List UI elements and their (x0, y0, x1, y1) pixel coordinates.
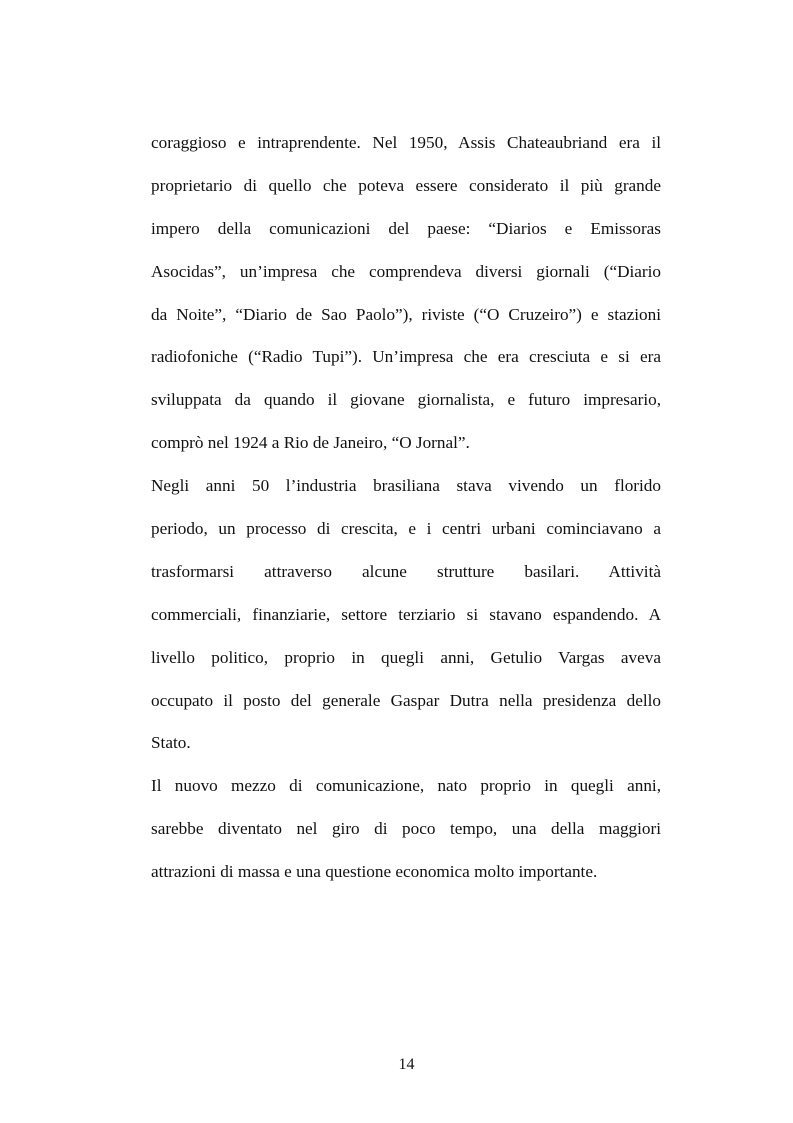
text-line: trasformarsi attraverso alcune strutture basilari. Attività (151, 561, 661, 581)
text-line: radiofoniche (“Radio Tupi”). Un’impresa che era cresciuta e si era (151, 347, 661, 367)
text-line: Negli anni 50 l’industria brasiliana stava vivendo un florido (151, 476, 661, 496)
text-line: occupato il posto del generale Gaspar Dutra nella presidenza dello (151, 690, 661, 710)
text-line: Il nuovo mezzo di comunicazione, nato proprio in quegli anni, (151, 776, 661, 796)
text-line: da Noite”, “Diario de Sao Paolo”), riviste (“O Cruzeiro”) e stazioni (151, 304, 661, 324)
text-line: attrazioni di massa e una questione economica molto importante. (151, 862, 598, 882)
paragraph-1 (151, 122, 661, 465)
text-line: coraggioso e intraprendente. Nel 1950, Assis Chateaubriand era il (151, 133, 661, 152)
paragraph-2 (151, 465, 661, 765)
text-line: livello politico, proprio in quegli anni, Getulio Vargas aveva (151, 647, 661, 667)
text-line: sviluppata da quando il giovane giornalista, e futuro impresario, (151, 390, 661, 410)
text-line: periodo, un processo di crescita, e i centri urbani cominciavano a (151, 519, 661, 539)
text-line: Asocidas”, un’impresa che comprendeva diversi giornali (“Diario (151, 261, 661, 281)
text-line: Stato. (151, 733, 191, 753)
text-line: proprietario di quello che poteva essere considerato il più grande (151, 175, 661, 195)
text-line: sarebbe diventato nel giro di poco tempo, una della maggiori (151, 819, 661, 839)
paragraph-3 (151, 765, 661, 894)
text-line: comprò nel 1924 a Rio de Janeiro, “O Jornal”. (151, 433, 470, 453)
text-line: commerciali, finanziarie, settore terziario si stavano espandendo. A (151, 604, 661, 624)
body-text (151, 122, 661, 894)
page-number: 14 (398, 1056, 415, 1073)
text-line: impero della comunicazioni del paese: “Diarios e Emissoras (151, 218, 661, 238)
